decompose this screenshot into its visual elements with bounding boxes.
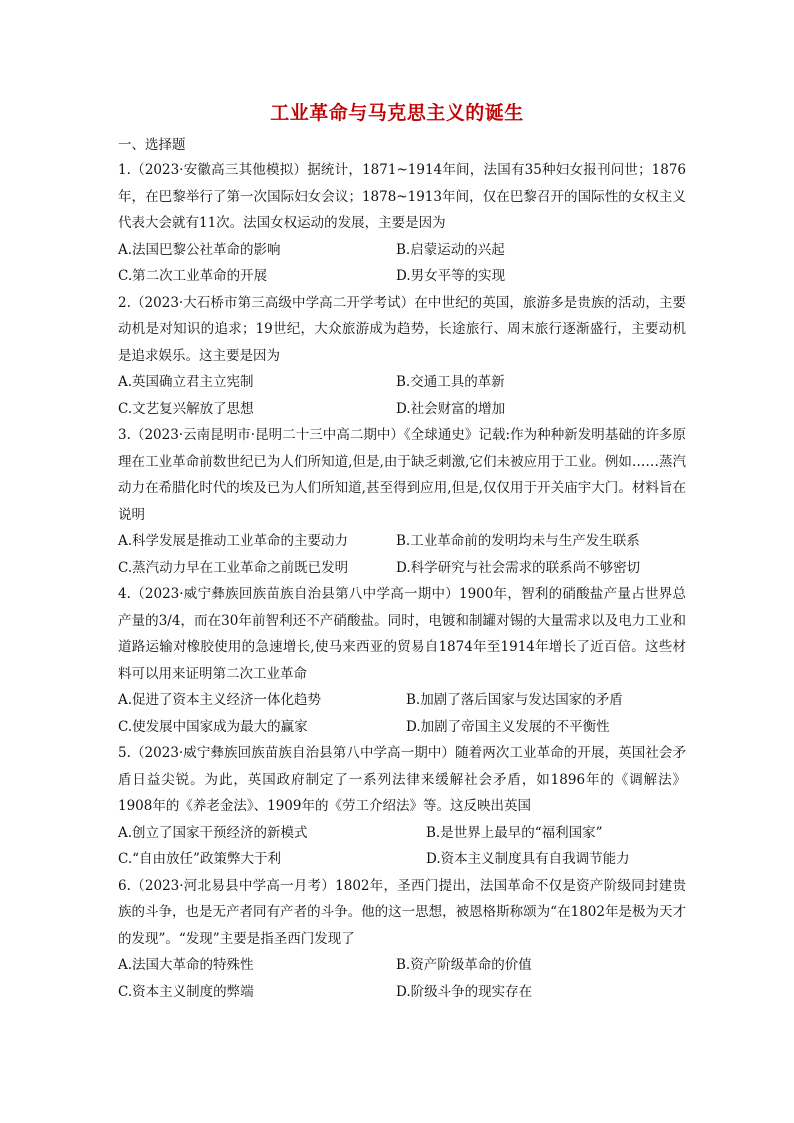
option-a: A.英国确立君主立宪制 (118, 374, 254, 390)
option-grid (118, 952, 686, 1005)
question-4 (118, 581, 686, 740)
option-c: C.使发展中国家成为最大的赢家 (118, 718, 308, 735)
option-a: A.科学发展是推动工业革命的主要动力 (118, 533, 349, 549)
option-c: C.蒸汽动力早在工业革命之前既已发明 (118, 559, 349, 576)
question-5 (118, 740, 686, 873)
question-stem: 4.（2023·威宁彝族回族苗族自治县第八中学高一期中）1900年，智利的硝酸盐产量占世界总产量的3/4，而在30年前智利还不产硝酸盐。同时，电镀和制罐对锡的大量需求以及电力工业和道路运输对橡胶使用的急速增长,使马来西亚的贸易自1874年至1914年增长了近百倍。这些材料可以用来证明第二次工业革命 (118, 586, 686, 682)
option-a: A.促进了资本主义经济一体化趋势 (118, 692, 322, 708)
option-c: C.“自由放任”政策弊大于利 (118, 851, 281, 867)
question-stem: 5.（2023·威宁彝族回族苗族自治县第八中学高一期中）随着两次工业革命的开展，英国社会矛盾日益尖锐。为此，英国政府制定了一系列法律来缓解社会矛盾，如1896年的《调解法》1908年的《养老金法》、1909年的《劳工介绍法》等。这反映出英国 (118, 745, 686, 814)
option-b: B.资产阶级革命的价值 (396, 957, 532, 973)
option-b: B.是世界上最早的“福利国家” (426, 824, 603, 841)
option-grid (118, 237, 686, 290)
option-d: D.科学研究与社会需求的联系尚不够密切 (396, 559, 641, 576)
option-c: C.资本主义制度的弊端 (118, 983, 254, 1000)
option-a: A.创立了国家干预经济的新模式 (118, 824, 308, 841)
option-c: C.第二次工业革命的开展 (118, 268, 268, 284)
question-stem: 2.（2023·大石桥市第三高级中学高二开学考试）在中世纪的英国，旅游多是贵族的活动，主要动机是对知识的追求；19世纪，大众旅游成为趋势，长途旅行、周末旅行逐渐盛行，主要动机是追求娱乐。这主要是因为 (118, 294, 686, 364)
question-list (118, 157, 686, 1005)
question-3 (118, 422, 686, 581)
question-stem: 3.（2023·云南昆明市·昆明二十三中高二期中）《全球通史》记载:作为种种新发明基础的许多原理在工业革命前数世纪已为人们所知道,但是,由于缺乏刺激,它们未被应用于工业。例如……蒸汽动力在希腊化时代的埃及已为人们所知道,甚至得到应用,但是,仅仅用于开关庙宇大门。材料旨在说明 (118, 427, 686, 523)
option-grid (118, 369, 686, 422)
option-b: B.工业革命前的发明均未与生产发生联系 (396, 533, 640, 549)
option-grid (118, 528, 686, 581)
question-6 (118, 873, 686, 1006)
option-d: D.加剧了帝国主义发展的不平衡性 (406, 718, 610, 735)
option-b: B.启蒙运动的兴起 (396, 241, 505, 258)
option-d: D.男女平等的实现 (396, 268, 506, 284)
option-a: A.法国巴黎公社革命的影响 (118, 241, 281, 258)
option-grid (118, 687, 686, 740)
option-d: D.社会财富的增加 (396, 400, 506, 417)
option-c: C.文艺复兴解放了思想 (118, 400, 254, 417)
question-2 (118, 290, 686, 423)
option-d: D.阶级斗争的现实存在 (396, 983, 533, 1000)
question-stem: 6.（2023·河北易县中学高一月考）1802年，圣西门提出，法国革命不仅是资产阶级同封建贵族的斗争，也是无产者同有产者的斗争。他的这一思想，被恩格斯称颂为“在1802年是极为天才的发现”。“发现”主要是指圣西门发现了 (118, 877, 686, 947)
option-grid (118, 820, 686, 873)
section-heading: 一、选择题 (118, 137, 186, 153)
option-a: A.法国大革命的特殊性 (118, 957, 254, 973)
option-d: D.资本主义制度具有自我调节能力 (426, 851, 630, 867)
document-title: 工业革命与马克思主义的诞生 (270, 102, 524, 124)
option-b: B.加剧了落后国家与发达国家的矛盾 (406, 692, 623, 708)
question-stem: 1.（2023·安徽高三其他模拟）据统计，1871~1914年间，法国有35种妇女报刊问世；1876年，在巴黎举行了第一次国际妇女会议；1878~1913年间，仅在巴黎召开的国际性的女权主义代表大会就有11次。法国女权运动的发展，主要是因为 (118, 162, 686, 231)
question-1 (118, 157, 686, 290)
option-b: B.交通工具的革新 (396, 374, 505, 390)
